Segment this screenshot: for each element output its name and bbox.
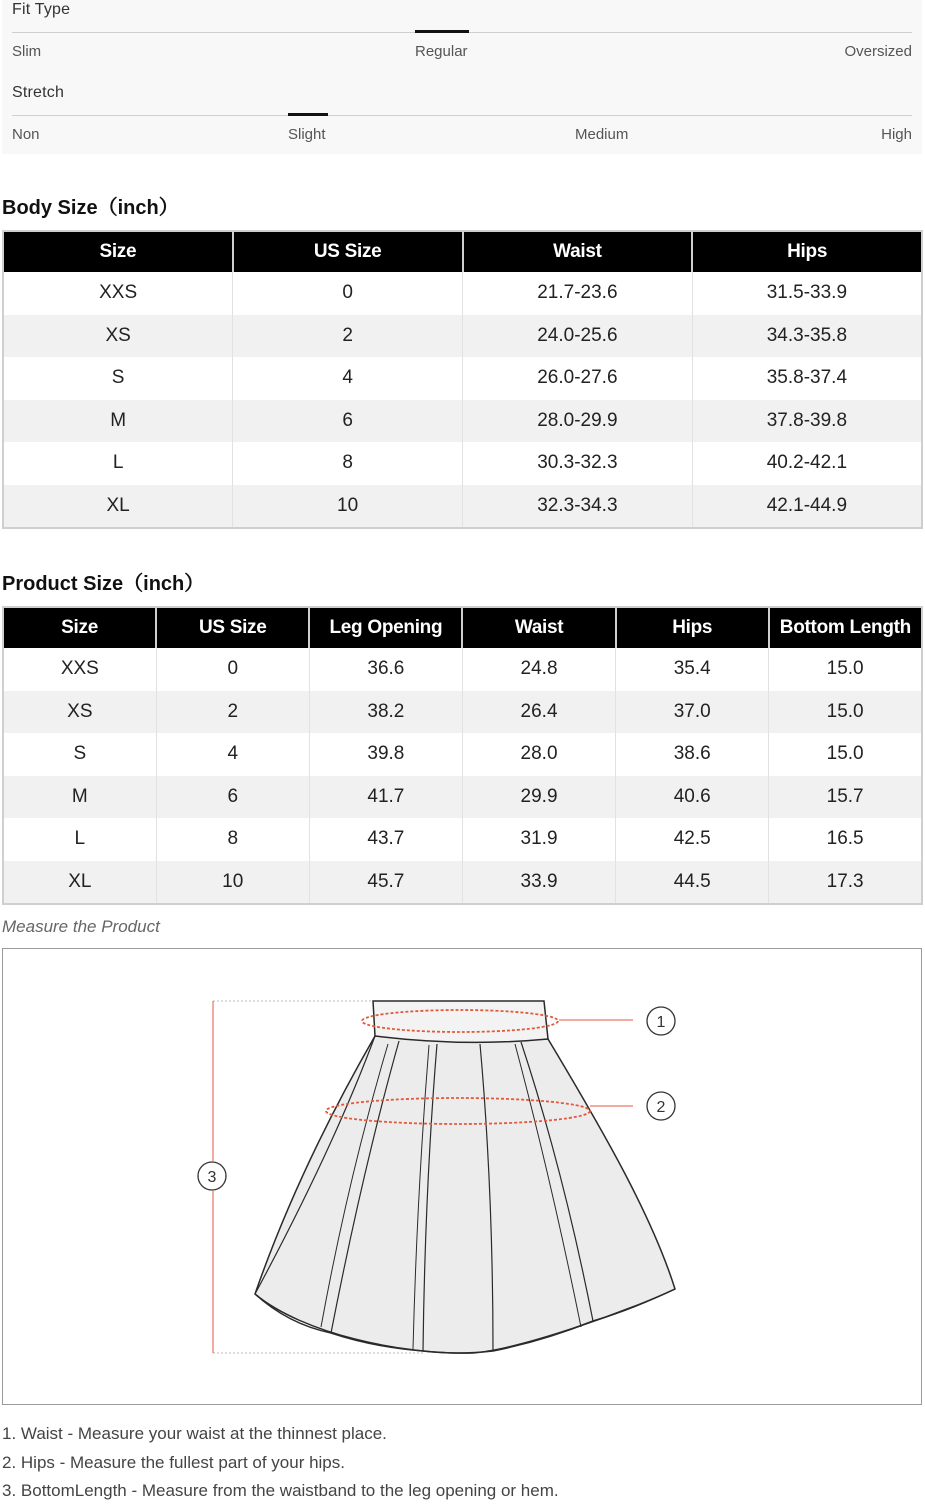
- stretch-option-non: Non: [12, 126, 40, 143]
- table-cell: 40.6: [616, 776, 769, 819]
- table-cell: 33.9: [462, 861, 615, 905]
- product-size-unit: （inch）: [123, 573, 205, 595]
- table-cell: 16.5: [769, 818, 922, 861]
- table-cell: 24.0-25.6: [463, 315, 693, 358]
- table-cell: 6: [156, 776, 309, 819]
- table-cell: XL: [3, 861, 156, 905]
- table-cell: 28.0: [462, 733, 615, 776]
- table-cell: 42.1-44.9: [692, 485, 922, 529]
- table-cell: 38.6: [616, 733, 769, 776]
- table-cell: 38.2: [309, 691, 462, 734]
- stretch-scale-line: [12, 115, 912, 116]
- column-header: Waist: [463, 231, 693, 272]
- stretch-selected-marker: [288, 113, 328, 116]
- table-cell: 39.8: [309, 733, 462, 776]
- table-cell: 37.8-39.8: [692, 400, 922, 443]
- table-cell: 0: [156, 648, 309, 691]
- product-size-title: Product Size: [2, 573, 124, 595]
- note-waist: 1. Waist - Measure your waist at the thinnest place.: [2, 1424, 387, 1443]
- table-cell: M: [3, 400, 233, 443]
- table-cell: 6: [233, 400, 463, 443]
- body-size-title: Body Size: [2, 197, 98, 219]
- table-cell: L: [3, 818, 156, 861]
- table-cell: 15.0: [769, 691, 922, 734]
- table-cell: 35.8-37.4: [692, 357, 922, 400]
- table-cell: 26.4: [462, 691, 615, 734]
- table-row: [3, 485, 922, 529]
- column-header: Hips: [616, 607, 769, 648]
- table-cell: 21.7-23.6: [463, 272, 693, 315]
- table-cell: 15.0: [769, 648, 922, 691]
- table-row: [3, 818, 922, 861]
- product-size-heading: [2, 567, 204, 596]
- table-row: [3, 272, 922, 315]
- stretch-label: Stretch: [12, 84, 65, 101]
- measure-caption: Measure the Product: [2, 917, 160, 936]
- table-cell: XL: [3, 485, 233, 529]
- table-cell: S: [3, 733, 156, 776]
- table-cell: 2: [156, 691, 309, 734]
- fit-type-selected-marker: [415, 30, 469, 33]
- table-cell: XXS: [3, 648, 156, 691]
- fit-type-option-regular: Regular: [415, 43, 468, 60]
- table-cell: 10: [233, 485, 463, 529]
- column-header: Hips: [692, 231, 922, 272]
- column-header: US Size: [233, 231, 463, 272]
- table-cell: 42.5: [616, 818, 769, 861]
- table-row: [3, 315, 922, 358]
- table-cell: 29.9: [462, 776, 615, 819]
- table-cell: XS: [3, 691, 156, 734]
- table-cell: XS: [3, 315, 233, 358]
- table-cell: L: [3, 442, 233, 485]
- table-header-row: [3, 607, 922, 648]
- skirt-illustration: [3, 949, 921, 1404]
- table-cell: 17.3: [769, 861, 922, 905]
- table-row: [3, 861, 922, 905]
- stretch-option-high: High: [881, 126, 912, 143]
- table-row: [3, 648, 922, 691]
- fit-type-option-slim: Slim: [12, 43, 42, 60]
- table-row: [3, 357, 922, 400]
- table-cell: 31.5-33.9: [692, 272, 922, 315]
- measurement-notes: [2, 1420, 559, 1506]
- column-header: Size: [3, 231, 233, 272]
- table-row: [3, 442, 922, 485]
- note-bottom-length: 3. BottomLength - Measure from the waistband to the leg opening or hem.: [2, 1481, 559, 1500]
- table-row: [3, 776, 922, 819]
- marker-3-label: 3: [207, 1169, 217, 1186]
- product-size-table: [2, 606, 923, 905]
- table-cell: 36.6: [309, 648, 462, 691]
- fit-stretch-panel: [2, 0, 922, 154]
- table-row: [3, 691, 922, 734]
- column-header: Leg Opening: [309, 607, 462, 648]
- table-cell: 45.7: [309, 861, 462, 905]
- table-cell: 30.3-32.3: [463, 442, 693, 485]
- table-cell: 8: [233, 442, 463, 485]
- table-cell: 37.0: [616, 691, 769, 734]
- column-header: Bottom Length: [769, 607, 922, 648]
- column-header: Waist: [462, 607, 615, 648]
- table-cell: 24.8: [462, 648, 615, 691]
- column-header: US Size: [156, 607, 309, 648]
- body-size-heading: [2, 191, 179, 220]
- table-header-row: [3, 231, 922, 272]
- table-cell: S: [3, 357, 233, 400]
- stretch-option-medium: Medium: [575, 126, 629, 143]
- table-cell: M: [3, 776, 156, 819]
- marker-1-label: 1: [656, 1014, 666, 1031]
- table-cell: 35.4: [616, 648, 769, 691]
- table-cell: 28.0-29.9: [463, 400, 693, 443]
- skirt-measure-diagram: [2, 948, 922, 1405]
- marker-3-icon: [198, 1162, 226, 1190]
- table-cell: 4: [156, 733, 309, 776]
- table-cell: 43.7: [309, 818, 462, 861]
- fit-type-label: Fit Type: [12, 1, 71, 18]
- table-cell: 32.3-34.3: [463, 485, 693, 529]
- table-cell: 34.3-35.8: [692, 315, 922, 358]
- body-size-unit: （inch）: [97, 197, 179, 219]
- table-cell: 41.7: [309, 776, 462, 819]
- note-hips: 2. Hips - Measure the fullest part of your hips.: [2, 1452, 345, 1472]
- table-cell: 10: [156, 861, 309, 905]
- fit-type-option-oversized: Oversized: [844, 43, 912, 60]
- column-header: Size: [3, 607, 156, 648]
- table-cell: 31.9: [462, 818, 615, 861]
- table-cell: 15.7: [769, 776, 922, 819]
- table-cell: 44.5: [616, 861, 769, 905]
- table-cell: 8: [156, 818, 309, 861]
- table-cell: 2: [233, 315, 463, 358]
- table-cell: 15.0: [769, 733, 922, 776]
- table-cell: 26.0-27.6: [463, 357, 693, 400]
- table-cell: 40.2-42.1: [692, 442, 922, 485]
- table-cell: 0: [233, 272, 463, 315]
- stretch-option-slight: Slight: [288, 126, 326, 143]
- marker-1-icon: [647, 1007, 675, 1035]
- body-size-table: [2, 230, 923, 529]
- table-cell: XXS: [3, 272, 233, 315]
- marker-2-label: 2: [656, 1099, 666, 1116]
- table-cell: 4: [233, 357, 463, 400]
- table-row: [3, 400, 922, 443]
- table-row: [3, 733, 922, 776]
- marker-2-icon: [647, 1092, 675, 1120]
